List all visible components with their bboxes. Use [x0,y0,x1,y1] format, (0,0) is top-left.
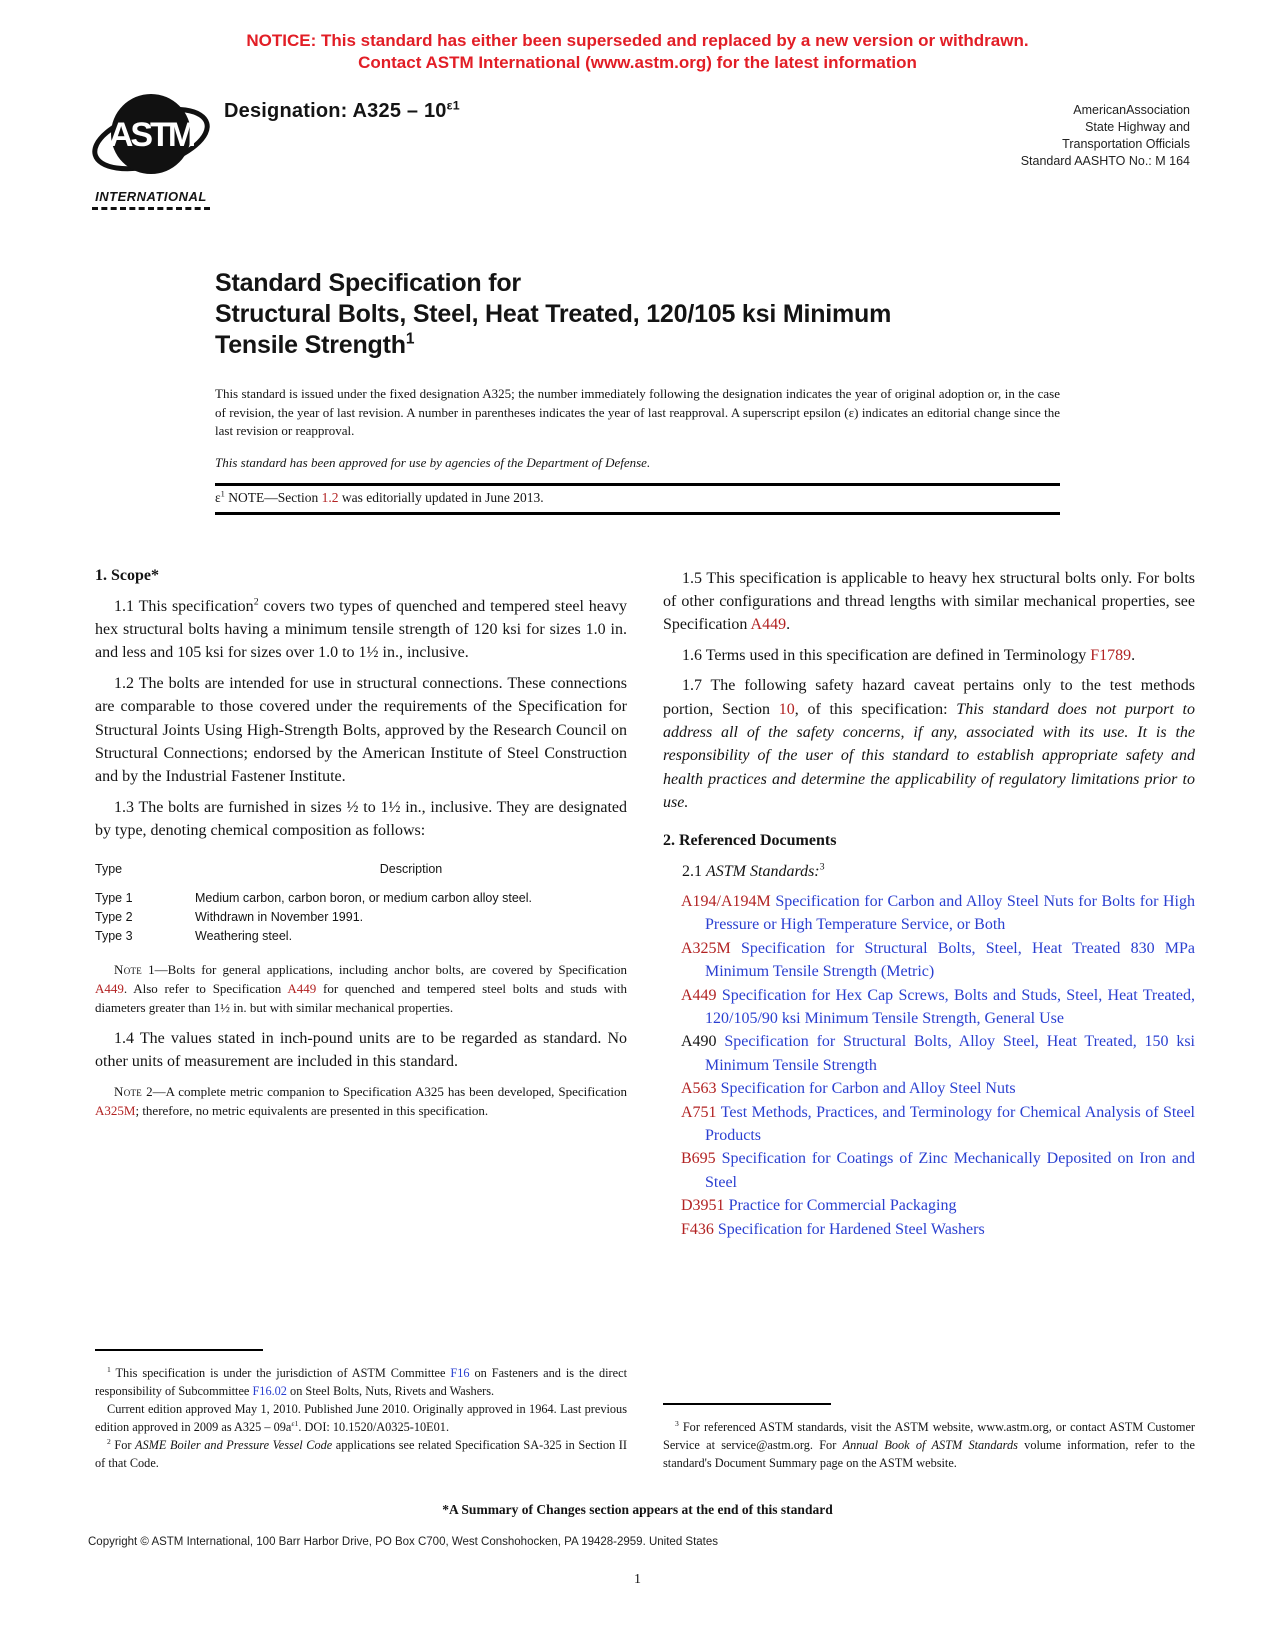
text-segment: ε1 [291,1418,299,1428]
text-segment: For [110,1437,136,1452]
para-1-1 [95,595,627,665]
text-segment: on Steel Bolts, Nuts, Rivets and Washers. [286,1383,495,1398]
reference-link[interactable]: D3951 [681,1197,725,1215]
notice-banner [0,0,1275,74]
text-segment: . Also refer to Specification [123,980,288,996]
reference-link[interactable]: 10 [778,700,795,718]
text-segment: This specification is under the jurisdiction of ASTM Committee [110,1365,451,1380]
reference-item [681,1030,1195,1077]
doc-title-line-2: Structural Bolts, Steel, Heat Treated, 120/105 ksi Minimum [215,300,892,328]
table-cell-type: Type 2 [95,909,133,924]
reference-item [681,1218,1195,1241]
text-segment: Annual Book of ASTM Standards [842,1437,1018,1452]
text-segment: for quenched and tempered steel bolts and studs with diameters greater than 1½ in. but with similar mechanical properties. [95,980,627,1015]
text-segment: 2.1 [682,862,706,880]
text-segment: Designation: A325 – 10 [224,100,447,122]
table-row [95,908,627,927]
right-column [663,567,1195,1472]
text-segment: 2 [107,1436,111,1446]
reference-item [681,1194,1195,1217]
svg-text:ASTM: ASTM [108,116,194,154]
text-segment: ASTM Standards: [706,862,820,880]
reference-link[interactable]: Specification for Structural Bolts, Alloy Steel, Heat Treated, 150 ksi Minimum Tensile Strength [705,1033,1195,1074]
aashto-line: State Highway and [1085,120,1190,134]
table-cell-description: Medium carbon, carbon boron, or medium carbon alloy steel. [195,890,532,905]
notice-line-2: Contact ASTM International (www.astm.org) for the latest information [358,53,917,72]
editorial-note [215,483,1060,515]
reference-link[interactable]: Specification for Structural Bolts, Steel, Heat Treated 830 MPa Minimum Tensile Strength (Metric) [705,939,1195,981]
aashto-block [1021,84,1190,170]
text-segment: covers two types of quenched and tempered steel heavy hex structural bolts having a minimum tensile strength of 120 ksi for sizes 1.0 in. and less and 105 ksi for sizes over 1.0 to 1½ in., inclusive. [95,597,627,662]
reference-link[interactable]: Specification for Hardened Steel Washers [713,1220,985,1238]
text-segment: 1.1 This specification [114,597,254,615]
left-footnotes [95,1349,627,1472]
section-2-heading: 2. Referenced Documents [663,831,837,849]
text-segment: Tensile Strength [215,331,406,359]
reference-link[interactable]: Specification for Carbon and Alloy Steel Nuts for Bolts for High Pressure or High Temperature Service, or Both [705,892,1195,934]
text-segment: ε [215,489,221,505]
text-segment: 1—Bolts for general applications, including anchor bolts, are covered by Specification [142,961,627,977]
reference-link[interactable]: Test Methods, Practices, and Terminology for Chemical Analysis of Steel Products [705,1103,1195,1145]
text-segment: . [1131,646,1136,664]
aashto-line: Transportation Officials [1062,137,1190,151]
title-block [215,268,1060,515]
logo-dashed-rule [92,207,210,210]
text-segment: volume information, refer to the standard's Document Summary page on the ASTM website. [663,1437,1196,1470]
footnote-2 [95,1436,627,1472]
reference-link[interactable]: F436 [681,1220,714,1238]
para-1-4 [95,1027,627,1074]
table-cell-type: Type 3 [95,928,133,943]
text-segment: . [786,616,791,634]
text-segment: 1.4 The values stated in inch-pound units are to be regarded as standard. No other units of measurement are included in this standard. [95,1029,627,1070]
note-1 [95,960,627,1017]
para-1-6 [663,644,1195,667]
document-header [88,84,1190,210]
footnote-3 [663,1418,1195,1472]
text-segment: , of this specification: [794,700,957,718]
astm-logo [88,84,214,210]
reference-link[interactable]: Specification for Hex Cap Screws, Bolts and Studs, Steel, Heat Treated, 120/105/90 ksi Minimum Tensile Strength, General Use [705,986,1195,1027]
reference-link[interactable]: A449 [287,980,317,996]
text-segment: 2—A complete metric companion to Specification A325 has been developed, Specification [142,1084,627,1100]
reference-link[interactable]: B695 [681,1150,716,1168]
text-segment: Current edition approved May 1, 2010. Published June 2010. Originally approved in 1964. Last previous edition approved in 2009 as A325 – 09a [95,1401,627,1434]
reference-item [681,1147,1195,1194]
text-segment: applications see related Specification SA-325 in Section II of that Code. [95,1437,627,1470]
type-table [95,860,627,946]
text-segment: 1.2 The bolts are intended for use in structural connections. These connections are comparable to those covered under the requirements of the Specification for Structural Joints Using High-Strength Bolts, approved by the Research Council on Structural Connections; endorsed by the American Institute of Steel Construction and by the Industrial Fastener Institute. [95,674,627,786]
copyright-line: Copyright © ASTM International, 100 Barr Harbor Drive, PO Box C700, West Conshohocken, PA 19428-2959. United States [88,1536,719,1548]
text-segment: ASME Boiler and Pressure Vessel Code [135,1437,333,1452]
reference-link[interactable]: F1789 [1090,646,1132,664]
footnote-divider [95,1349,263,1351]
left-column [95,567,627,1472]
text-segment: 1.3 The bolts are furnished in sizes ½ to 1½ in., inclusive. They are designated by type, denoting chemical composition as follows: [95,798,627,840]
text-segment: . DOI: 10.1520/A0325-10E01. [298,1419,450,1434]
reference-link[interactable]: A325M [681,939,731,957]
reference-item [681,890,1195,937]
doc-title-line-1: Standard Specification for [215,269,521,297]
table-cell-type: Type 1 [95,890,133,905]
reference-link[interactable]: A449 [750,616,787,634]
text-segment: 1 [107,1364,111,1374]
reference-item [681,1077,1195,1100]
reference-link[interactable]: Specification for Carbon and Alloy Steel Nuts [716,1080,1016,1098]
text-segment: 3 [819,861,825,873]
reference-link[interactable]: F16.02 [252,1383,287,1398]
text-segment: A490 [681,1033,717,1051]
para-1-3 [95,796,627,843]
table-header-description: Description [379,861,443,876]
table-cell-description: Withdrawn in November 1991. [195,909,364,924]
summary-of-changes-note: *A Summary of Changes section appears at the end of this standard [442,1502,833,1517]
dod-statement: This standard has been approved for use by agencies of the Department of Defense. [215,454,651,470]
text-segment: ε1 [446,98,460,113]
text-segment: 1 [405,330,415,348]
note-2 [95,1082,627,1120]
reference-link[interactable]: Specification for Coatings of Zinc Mechanically Deposited on Iron and Steel [705,1150,1195,1191]
table-cell-description: Weathering steel. [195,928,293,943]
text-segment: 2 [253,596,259,608]
para-1-2 [95,672,627,789]
footnote-1 [95,1364,627,1400]
text-segment: This standard does not purport to address all of the safety concerns, if any, associated with its use. It is the responsibility of the user of this standard to establish appropriate safety and health practices and determine the applicability of regulatory limitations prior to use. [663,700,1195,812]
text-segment: 1.5 This specification is applicable to heavy hex structural bolts only. For bolts of other configurations and thread lengths with similar mechanical properties, see Specification [663,569,1195,634]
logo-international-label: INTERNATIONAL [95,189,207,204]
footnote-1-continued [95,1400,627,1436]
reference-link[interactable]: Practice for Commercial Packaging [724,1197,957,1215]
text-segment: 3 [675,1418,679,1428]
table-header-type: Type [95,861,123,876]
para-2-1 [663,860,1195,883]
designation-line [224,84,460,123]
text-segment: 1 [220,489,225,498]
reference-link[interactable]: A449 [681,986,717,1004]
para-1-7 [663,674,1195,814]
text-segment: ; therefore, no metric equivalents are presented in this specification. [135,1103,489,1119]
reference-item [681,1101,1195,1148]
reference-link[interactable]: A563 [681,1080,717,1098]
page-number: 1 [634,1572,641,1587]
text-segment: Note [114,961,143,977]
doc-title-line-3 [215,330,1060,361]
reference-item [681,937,1195,984]
astm-globe-icon [90,84,212,188]
notice-line-1: NOTICE: This standard has either been superseded and replaced by a new version or withdrawn. [246,31,1029,50]
reference-link[interactable]: F16 [450,1365,470,1380]
doc-title [215,268,1060,361]
para-1-5 [663,567,1195,637]
text-segment: NOTE—Section [224,489,322,505]
right-footnotes [663,1403,1195,1472]
aashto-line: AmericanAssociation [1073,103,1190,117]
reference-item [681,984,1195,1031]
reference-link[interactable]: 1.2 [321,489,339,505]
table-row [95,927,627,946]
aashto-line: Standard AASHTO No.: M 164 [1020,154,1190,168]
type-table-header [95,860,627,879]
footnote-divider [663,1403,831,1405]
text-segment: 1.6 Terms used in this specification are defined in Terminology [682,646,1091,664]
text-segment: was editorially updated in June 2013. [338,489,544,505]
text-segment: For referenced ASTM standards, visit the ASTM website, www.astm.org, or contact ASTM Customer Service at service@astm.org. For [663,1419,1195,1452]
reference-link[interactable]: A194/A194M [681,892,771,910]
section-1-heading: 1. Scope* [95,566,159,584]
table-row [95,889,627,908]
reference-link[interactable]: A449 [95,980,124,996]
referenced-documents-list [663,890,1195,1241]
body-columns [95,567,1195,1472]
reference-link[interactable]: A325M [95,1103,136,1119]
reference-link[interactable]: A751 [681,1103,717,1121]
text-segment: Note [114,1084,143,1100]
text-segment: 1.7 The following safety hazard caveat pertains only to the test methods portion, Section [663,677,1195,718]
text-segment: on Fasteners and is the direct responsibility of Subcommittee [95,1365,627,1398]
issue-statement: This standard is issued under the fixed designation A325; the number immediately following the designation indicates the year of original adoption or, in the case of revision, the year of last revision. A number in parentheses indicates the year of last reapproval. A superscript epsilon (ε) indicates an editorial change since the last revision or reapproval. [215,386,1060,438]
